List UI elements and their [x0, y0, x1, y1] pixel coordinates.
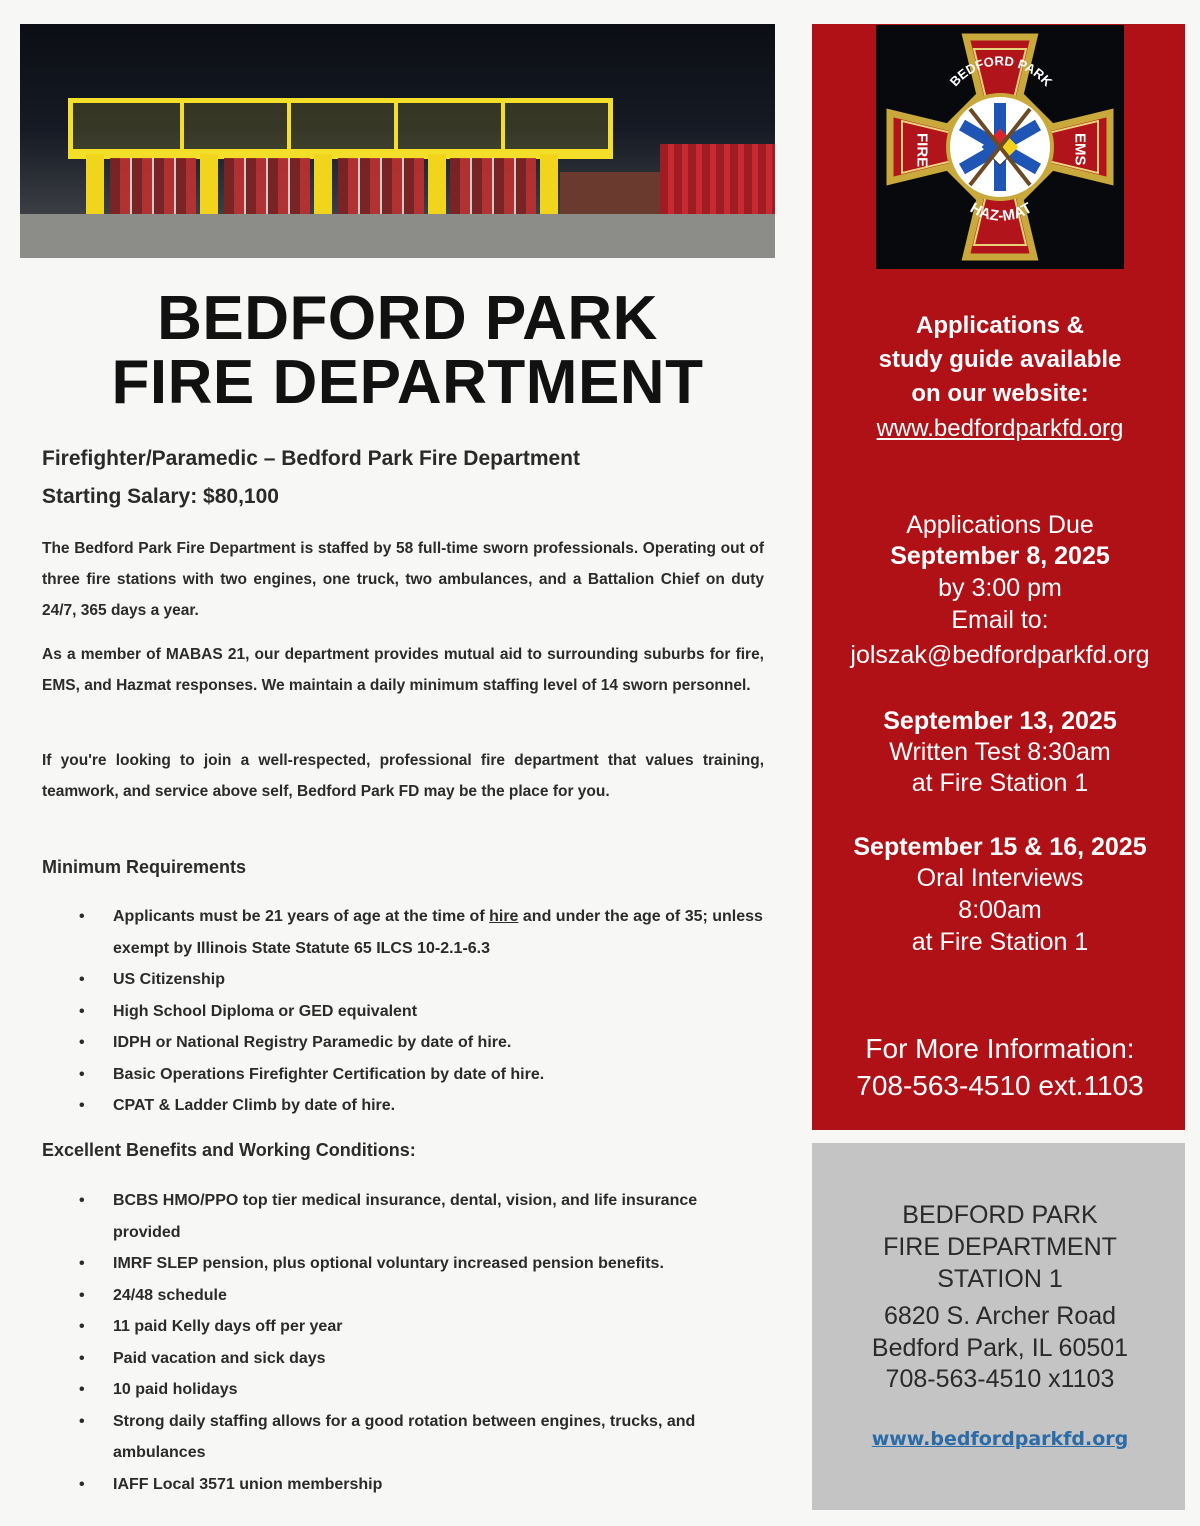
page-title-line-1: BEDFORD PARK	[157, 284, 658, 353]
station-phone: 708-563-4510 x1103	[885, 1365, 1115, 1393]
list-item: • BCBS HMO/PPO top tier medical insurance, dental, vision, and life insurance provided	[42, 1185, 767, 1248]
list-item: • 11 paid Kelly days off per year	[42, 1311, 767, 1343]
website-link-top[interactable]: www.bedfordparkfd.org	[876, 415, 1124, 442]
more-info-label: For More Information:	[865, 1033, 1135, 1064]
interview-time: 8:00am	[958, 896, 1042, 924]
station-name-line-3: STATION 1	[937, 1265, 1063, 1293]
list-item: • 10 paid holidays	[42, 1374, 767, 1406]
logo-left-text: FIRE	[913, 133, 931, 168]
list-item: • High School Diploma or GED equivalent	[42, 996, 767, 1028]
interview-location: at Fire Station 1	[911, 928, 1089, 956]
join-paragraph: If you're looking to join a well-respected, professional fire department that values training, teamwork, and service above self, Bedford Park FD may be the place for you.	[42, 752, 764, 800]
requirements-list	[42, 901, 767, 1122]
website-link-bottom[interactable]: www.bedfordparkfd.org	[871, 1428, 1129, 1450]
intro-paragraph: The Bedford Park Fire Department is staffed by 58 full-time sworn professionals. Operating out of three fire stations with two engines, one truck, two ambulances, and a Battalion Chief on duty 24/7, 365 days a year.	[42, 540, 764, 619]
starting-salary: Starting Salary: $80,100	[42, 485, 279, 508]
station-address-line-1: 6820 S. Archer Road	[883, 1302, 1117, 1330]
department-logo	[876, 25, 1124, 269]
station-name-line-1: BEDFORD PARK	[902, 1201, 1098, 1229]
more-info-phone: 708-563-4510 ext.1103	[856, 1070, 1144, 1101]
interview-dates: September 15 & 16, 2025	[853, 833, 1147, 861]
apply-line-2: study guide available	[878, 346, 1122, 373]
benefits-heading: Excellent Benefits and Working Conditions:	[42, 1140, 416, 1160]
list-item: • IMRF SLEP pension, plus optional voluntary increased pension benefits.	[42, 1248, 767, 1280]
applications-due-time: by 3:00 pm	[938, 574, 1062, 602]
written-test-date: September 13, 2025	[883, 707, 1117, 735]
email-label: Email to:	[951, 606, 1049, 634]
page-title-line-2: FIRE DEPARTMENT	[111, 348, 704, 417]
mabas-paragraph: As a member of MABAS 21, our department provides mutual aid to surrounding suburbs for fire, EMS, and Hazmat responses. We maintain a daily minimum staffing level of 14 sworn personnel.	[42, 646, 764, 694]
list-item: • IDPH or National Registry Paramedic by date of hire.	[42, 1027, 767, 1059]
fire-station-photo	[20, 24, 775, 258]
logo-bottom-text: HAZ-MAT	[967, 199, 1035, 225]
list-item: • Applicants must be 21 years of age at the time of hire and under the age of 35; unless exempt by Illinois State Statute 65 ILCS 10-2.1-6.3	[42, 901, 767, 964]
station-address-line-2: Bedford Park, IL 60501	[871, 1334, 1129, 1362]
written-test-location: at Fire Station 1	[911, 769, 1089, 797]
logo-top-text: BEDFORD PARK	[946, 53, 1056, 90]
interview-desc: Oral Interviews	[916, 864, 1084, 892]
list-item: • Strong daily staffing allows for a good rotation between engines, trucks, and ambulances	[42, 1406, 767, 1469]
list-item: • Paid vacation and sick days	[42, 1343, 767, 1375]
maltese-cross-badge-icon	[876, 25, 1124, 269]
list-item: • CPAT & Ladder Climb by date of hire.	[42, 1090, 767, 1122]
applications-due-label: Applications Due	[906, 511, 1094, 539]
apply-line-1: Applications &	[915, 312, 1084, 339]
requirements-heading: Minimum Requirements	[42, 857, 247, 877]
list-item: • IAFF Local 3571 union membership	[42, 1469, 767, 1501]
logo-right-text: EMS	[1071, 133, 1089, 166]
station-name-line-2: FIRE DEPARTMENT	[883, 1233, 1117, 1261]
applications-due-date: September 8, 2025	[890, 542, 1110, 570]
station-canopy	[68, 98, 613, 159]
list-item: • Basic Operations Firefighter Certification by date of hire.	[42, 1059, 767, 1091]
job-position: Firefighter/Paramedic – Bedford Park Fire Department	[42, 447, 580, 470]
list-item: • 24/48 schedule	[42, 1280, 767, 1312]
email-address[interactable]: jolszak@bedfordparkfd.org	[850, 641, 1150, 669]
parking-lot	[20, 214, 775, 258]
list-item: • US Citizenship	[42, 964, 767, 996]
written-test-desc: Written Test 8:30am	[889, 738, 1111, 766]
benefits-list	[42, 1185, 767, 1500]
apply-line-3: on our website:	[911, 380, 1089, 407]
